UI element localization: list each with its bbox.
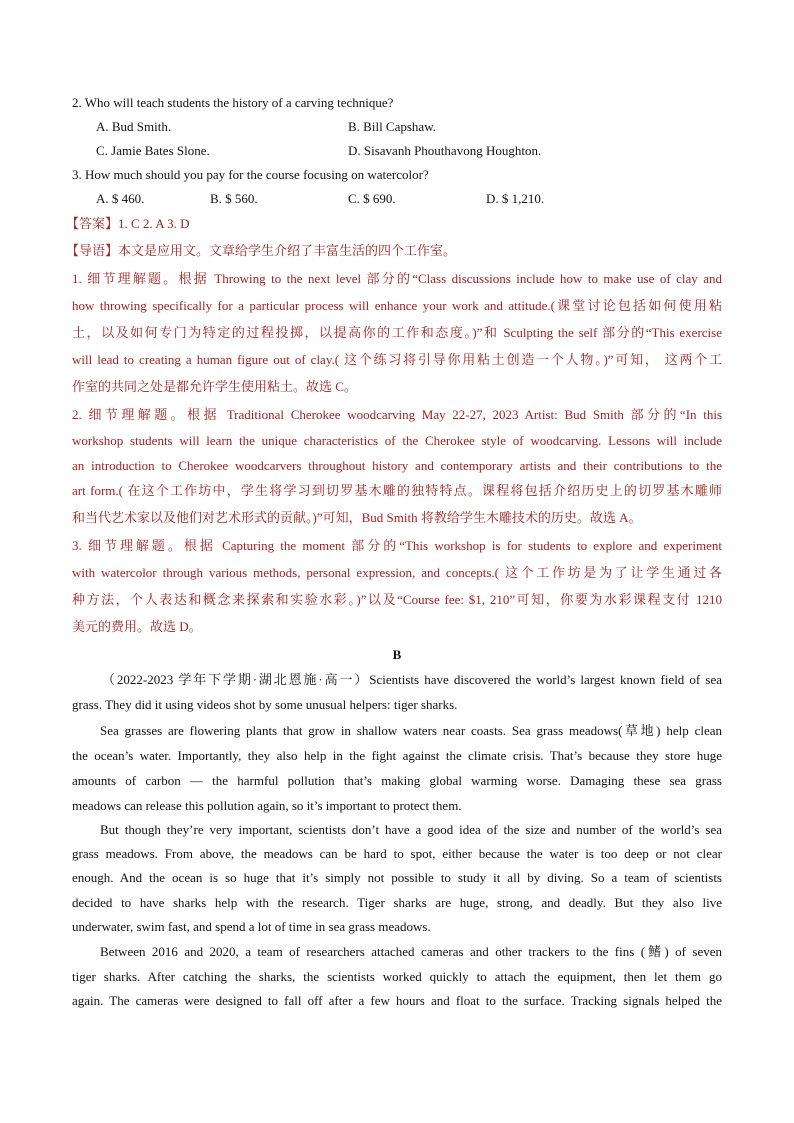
question-2-option-b: B. Bill Capshaw. — [348, 119, 436, 134]
passage-line: again. The cameras were designed to fall off after a few hours and float to the surface. Tracking signals helped the — [72, 993, 722, 1008]
passage-line: But though they’re very important, scientists don’t have a good idea of the size and number of the world’s sea — [100, 822, 722, 837]
passage-line: Sea grasses are flowering plants that grow in shallow waters near coasts. Sea grass meadows(草地) help clean — [100, 723, 722, 738]
passage-line: Between 2016 and 2020, a team of researchers attached cameras and other trackers to the fins (鳍) of seven — [100, 944, 722, 959]
explanation-line: how throwing specifically for a particular process will enhance your work and attitude.(课堂讨论包括如何使用粘 — [72, 298, 722, 313]
passage-line: decided to have sharks help with the research. Tiger sharks are huge, strong, and deadly. But they also live — [72, 895, 722, 910]
question-2-option-a: A. Bud Smith. — [96, 119, 172, 134]
question-3-option-b: B. $ 560. — [210, 191, 258, 206]
explanation-line: 土，以及如何专门为特定的过程投掷，以提高你的工作和态度。)”和 Sculpting the self 部分的“This exercise — [72, 325, 722, 340]
explanation-line: 1. 细节理解题。根据 Throwing to the next level 部分的“Class discussions include how to make use of clay and — [72, 271, 722, 286]
passage-line: grass. They did it using videos shot by some unusual helpers: tiger sharks. — [72, 697, 458, 712]
passage-line: enough. And the ocean is so huge that it’s simply not possible to study it all by diving. So a team of scientists — [72, 870, 722, 885]
explanation-line: art form.( 在这个工作坊中，学生将学习到切罗基木雕的独特特点。课程将包括介绍历史上的切罗基木雕师 — [72, 483, 722, 498]
passage-line: meadows can release this pollution again, so it’s important to protect them. — [72, 798, 462, 813]
passage-line: （2022-2023 学年下学期·湖北恩施·高一）Scientists have discovered the world’s largest known field of sea — [102, 672, 722, 687]
passage-line: grass meadows. From above, the meadows can be hard to spot, either because the water is too deep or not clear — [72, 846, 722, 861]
guide-summary: 【导语】本文是应用文。文章给学生介绍了丰富生活的四个工作室。 — [66, 243, 457, 258]
explanation-line: will lead to creating a human figure out of clay.( 这个练习将引导你用粘土创造一个人物。)”可知， 这两个工 — [72, 352, 722, 367]
explanation-line: 和当代艺术家以及他们对艺术形式的贡献。)”可知，Bud Smith 将教给学生木雕技术的历史。故选 A。 — [72, 510, 642, 525]
passage-line: amounts of carbon — the harmful pollution that’s making global warming worse. Damaging these sea grass — [72, 773, 722, 788]
passage-line: the ocean’s water. Importantly, they also help in the fight against the climate crisis. That’s because they store huge — [72, 748, 722, 763]
question-3-stem: 3. How much should you pay for the course focusing on watercolor? — [72, 167, 429, 182]
question-2-option-c: C. Jamie Bates Slone. — [96, 143, 210, 158]
question-3-option-d: D. $ 1,210. — [486, 191, 545, 206]
question-2-stem: 2. Who will teach students the history of a carving technique? — [72, 95, 394, 110]
explanation-line: 3. 细节理解题。根据 Capturing the moment 部分的“This workshop is for students to explore and experiment — [72, 538, 722, 553]
question-3-option-a: A. $ 460. — [96, 191, 145, 206]
explanation-line: 作室的共同之处是都允许学生使用粘土。故选 C。 — [72, 379, 357, 394]
section-heading: B — [392, 647, 402, 662]
answer-key: 【答案】1. C 2. A 3. D — [66, 216, 190, 231]
explanation-line: with watercolor through various methods, personal expression, and concepts.( 这个工作坊是为了让学生通过各 — [72, 565, 722, 580]
explanation-line: workshop students will learn the unique characteristics of the Cherokee style of woodcarving. Lessons will include — [72, 433, 722, 448]
question-2-option-d: D. Sisavanh Phouthavong Houghton. — [348, 143, 542, 158]
explanation-line: 种方法，个人表达和概念来探索和实验水彩。)”以及“Course fee: $1, 210”可知，你要为水彩课程支付 1210 — [72, 592, 722, 607]
explanation-line: 2. 细节理解题。根据 Traditional Cherokee woodcarving May 22-27, 2023 Artist: Bud Smith 部分的“In this — [72, 407, 722, 422]
explanation-line: an introduction to Cherokee woodcarvers throughout history and contemporary artists and their contributions to the — [72, 458, 722, 473]
passage-line: tiger sharks. After catching the sharks, the scientists worked quickly to attach the equipment, then let them go — [72, 969, 722, 984]
passage-line: underwater, swim fast, and spend a lot of time in sea grass meadows. — [72, 919, 431, 934]
question-3-option-c: C. $ 690. — [348, 191, 396, 206]
explanation-line: 美元的费用。故选 D。 — [72, 619, 202, 634]
